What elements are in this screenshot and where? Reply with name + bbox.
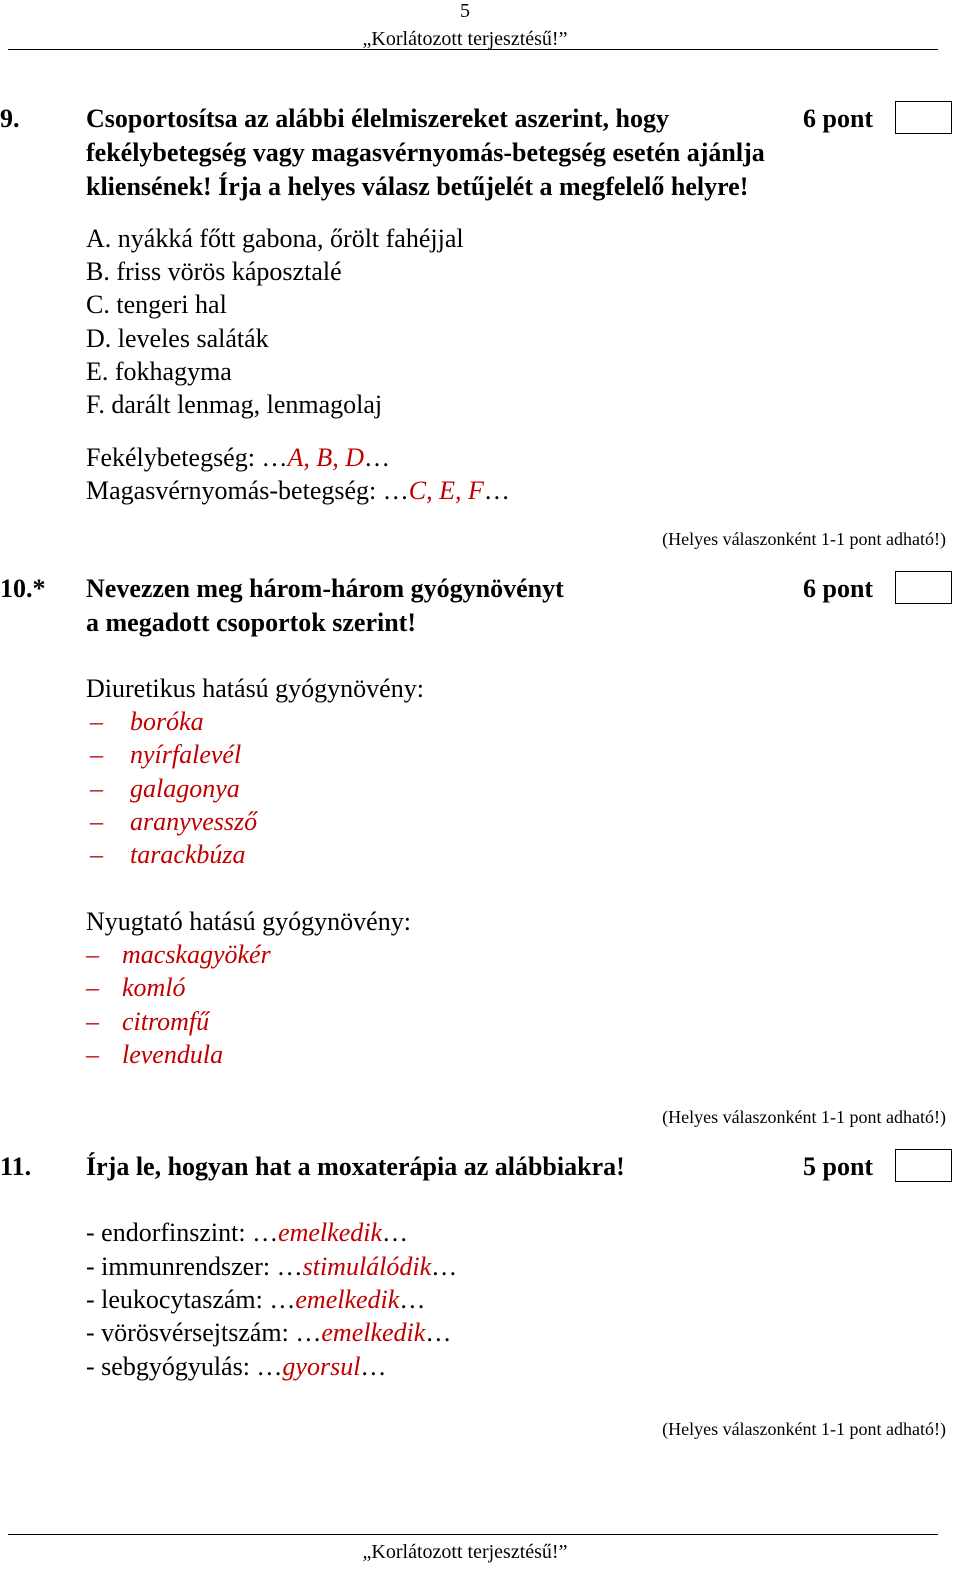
q11-item bbox=[86, 1285, 425, 1315]
q11-score-box[interactable] bbox=[895, 1149, 952, 1182]
q11-item-label: - vörösvérsejtszám: … bbox=[86, 1318, 322, 1347]
q10-score-box[interactable] bbox=[895, 571, 952, 604]
list-dash: – bbox=[90, 774, 103, 803]
q11-item-label: - sebgyógyulás: … bbox=[86, 1352, 283, 1381]
q10-group1-title: Diuretikus hatású gyógynövény: bbox=[86, 674, 424, 703]
q10-group2-item-text: citromfű bbox=[122, 1007, 210, 1036]
list-dash: – bbox=[86, 940, 99, 969]
q10-group2-item-text: levendula bbox=[122, 1040, 224, 1069]
q11-item bbox=[86, 1218, 408, 1248]
q10-points: 6 pont bbox=[803, 574, 874, 603]
q9-answer-ulcer-label: Fekélybetegség: … bbox=[86, 443, 288, 472]
q10-group2-item bbox=[86, 973, 186, 1003]
q11-item-suffix: … bbox=[382, 1218, 409, 1247]
q9-line-3: kliensének! Írja a helyes válasz betűjelét a megfelelő helyre! bbox=[86, 172, 749, 201]
q10-group1-item-text: tarackbúza bbox=[130, 840, 246, 869]
q9-line-2: fekélybetegség vagy magasvérnyomás-betegség esetén ajánlja bbox=[86, 138, 765, 167]
q10-group2-item-text: komló bbox=[122, 973, 186, 1002]
q11-item-suffix: … bbox=[399, 1285, 426, 1314]
q10-group1-item-text: galagonya bbox=[130, 774, 240, 803]
q9-line-1: Csoportosítsa az alábbi élelmiszereket aszerint, hogy bbox=[86, 104, 669, 133]
q9-answer-hypertension-suffix: … bbox=[483, 476, 510, 505]
q10-group2-item bbox=[86, 940, 271, 970]
page-number: 5 bbox=[460, 0, 470, 22]
q9-answer-ulcer-suffix: … bbox=[364, 443, 390, 472]
q10-group1-item-text: aranyvessző bbox=[130, 807, 258, 836]
q11-item-value: gyorsul bbox=[282, 1352, 361, 1381]
q9-option-b: B. friss vörös káposztalé bbox=[86, 257, 342, 286]
list-dash: – bbox=[90, 707, 103, 736]
q10-group1-item-text: boróka bbox=[130, 707, 204, 736]
q10-number: 10.* bbox=[0, 574, 46, 603]
q10-group2-title: Nyugtató hatású gyógynövény: bbox=[86, 907, 411, 936]
q11-points: 5 pont bbox=[803, 1152, 874, 1181]
q11-item bbox=[86, 1252, 457, 1282]
q9-answer-hypertension bbox=[86, 476, 510, 506]
q11-item-suffix: … bbox=[425, 1318, 452, 1347]
q10-group1-item bbox=[90, 840, 246, 870]
q11-item-suffix: … bbox=[360, 1352, 387, 1381]
q11-item bbox=[86, 1318, 451, 1348]
q10-group2-item-text: macskagyökér bbox=[122, 940, 271, 969]
q10-group1-item bbox=[90, 807, 257, 837]
list-dash: – bbox=[90, 740, 103, 769]
q9-hint: (Helyes válaszonként 1-1 pont adható!) bbox=[662, 529, 946, 549]
q10-line-2: a megadott csoportok szerint! bbox=[86, 608, 416, 637]
q10-group2-item bbox=[86, 1040, 223, 1070]
q9-answer-hypertension-value: C, E, F bbox=[408, 476, 484, 505]
q9-option-f: F. darált lenmag, lenmagolaj bbox=[86, 390, 383, 419]
q10-line-1: Nevezzen meg három-három gyógynövényt bbox=[86, 574, 564, 603]
list-dash: – bbox=[86, 1040, 99, 1069]
q10-group1-item bbox=[90, 774, 240, 804]
list-dash: – bbox=[86, 973, 99, 1002]
q9-option-c: C. tengeri hal bbox=[86, 290, 227, 319]
list-dash: – bbox=[90, 840, 103, 869]
q9-answer-hypertension-label: Magasvérnyomás-betegség: … bbox=[86, 476, 409, 505]
q11-item-value: stimulálódik bbox=[302, 1252, 432, 1281]
header-notice: „Korlátozott terjesztésű!” bbox=[362, 28, 568, 50]
q9-option-e: E. fokhagyma bbox=[86, 357, 232, 386]
q9-option-d: D. leveles saláták bbox=[86, 324, 269, 353]
q9-answer-ulcer-value: A, B, D bbox=[287, 443, 364, 472]
q11-item-label: - immunrendszer: … bbox=[86, 1252, 303, 1281]
q9-points: 6 pont bbox=[803, 104, 874, 133]
q11-item-value: emelkedik bbox=[278, 1218, 383, 1247]
q11-item-label: - leukocytaszám: … bbox=[86, 1285, 296, 1314]
q11-item-suffix: … bbox=[431, 1252, 458, 1281]
q10-group1-item-text: nyírfalevél bbox=[130, 740, 242, 769]
q11-item bbox=[86, 1352, 386, 1382]
q9-number: 9. bbox=[0, 104, 20, 133]
q10-group1-item bbox=[90, 740, 241, 770]
list-dash: – bbox=[90, 807, 103, 836]
q11-item-value: emelkedik bbox=[295, 1285, 400, 1314]
list-dash: – bbox=[86, 1007, 99, 1036]
q11-line: Írja le, hogyan hat a moxaterápia az alábbiakra! bbox=[86, 1152, 625, 1181]
q11-hint: (Helyes válaszonként 1-1 pont adható!) bbox=[662, 1419, 946, 1439]
q9-option-a: A. nyákká főtt gabona, őrölt fahéjjal bbox=[86, 224, 464, 253]
q11-item-value: emelkedik bbox=[321, 1318, 426, 1347]
footer-notice: „Korlátozott terjesztésű!” bbox=[362, 1541, 568, 1563]
q10-group1-item bbox=[90, 707, 204, 737]
q9-answer-ulcer bbox=[86, 443, 390, 473]
q9-score-box[interactable] bbox=[895, 101, 952, 134]
header-rule bbox=[8, 49, 938, 50]
q11-number: 11. bbox=[0, 1152, 32, 1181]
q10-group2-item bbox=[86, 1007, 209, 1037]
footer-rule bbox=[8, 1534, 938, 1535]
q10-hint: (Helyes válaszonként 1-1 pont adható!) bbox=[662, 1107, 946, 1127]
q11-item-label: - endorfinszint: … bbox=[86, 1218, 279, 1247]
